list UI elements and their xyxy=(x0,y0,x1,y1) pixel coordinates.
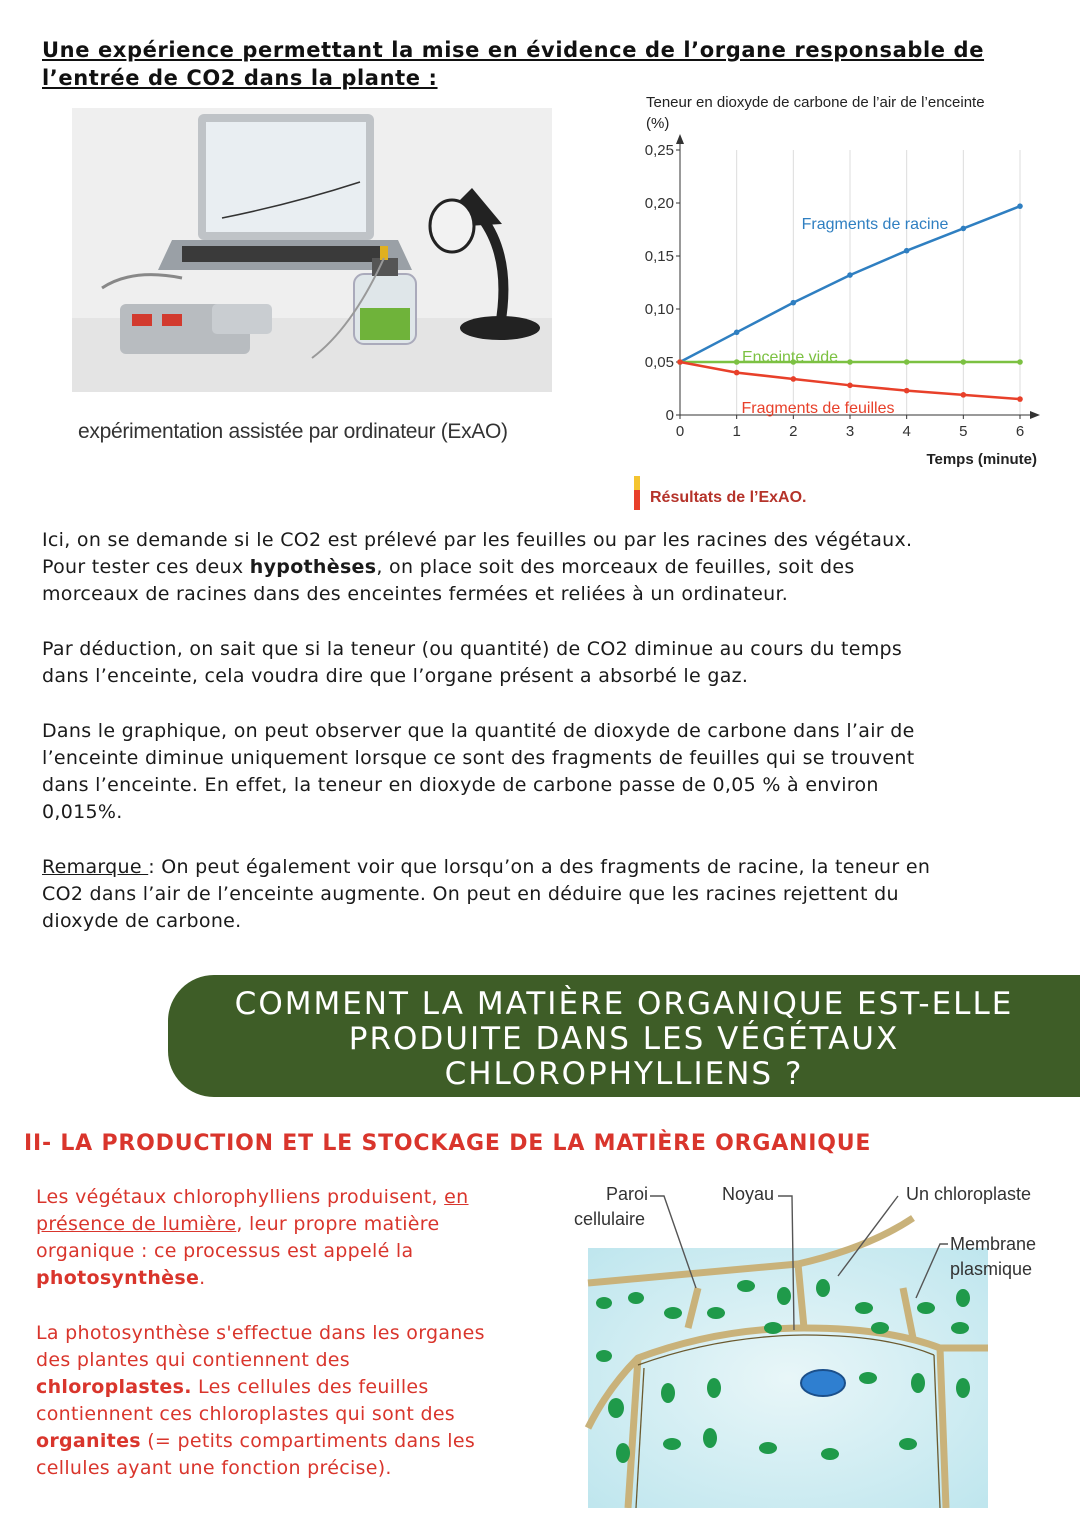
p2-line-1: Par déduction, on sait que si la teneur (ou quantité) de CO2 diminue au cours du temps xyxy=(42,638,903,660)
data-point xyxy=(904,359,910,365)
data-point xyxy=(734,370,740,376)
p1-bold-hypotheses: hypothèses xyxy=(249,556,377,578)
p1-line-3: morceaux de racines dans des enceintes fermées et reliées à un ordinateur. xyxy=(42,583,789,605)
x-tick-label: 6 xyxy=(1015,423,1025,440)
paragraph-chloroplastes xyxy=(36,1320,556,1482)
p1-line-1: Ici, on se demande si le CO2 est prélevé par les feuilles ou par les racines des végétaux. xyxy=(42,529,913,551)
r2-line-6: cellules ayant une fonction précise). xyxy=(36,1457,392,1479)
r1-bold-photosynthese: photosynthèse xyxy=(36,1267,200,1289)
y-tick-label: 0 xyxy=(665,407,674,424)
r1-line-2 xyxy=(36,1211,556,1238)
r2-line-4: contiennent ces chloroplastes qui sont des xyxy=(36,1403,456,1425)
data-point xyxy=(677,359,683,365)
label-membrane-1: Membrane xyxy=(950,1234,1037,1254)
label-membrane-2: plasmique xyxy=(950,1259,1033,1279)
data-point xyxy=(961,392,967,398)
x-tick-label: 0 xyxy=(675,423,685,440)
chart-xlabel: Temps (minute) xyxy=(926,451,1037,468)
y-tick-label: 0,20 xyxy=(644,195,674,212)
banner-line-2: PRODUITE DANS LES VÉGÉTAUX xyxy=(348,1021,900,1057)
series-label-1: Enceinte vide xyxy=(741,349,839,366)
data-point xyxy=(904,388,910,394)
exao-illustration xyxy=(72,108,552,392)
data-point xyxy=(791,300,797,306)
plant-cell-diagram xyxy=(568,1178,1058,1508)
data-point xyxy=(1017,396,1023,402)
y-tick-label: 0,05 xyxy=(644,354,674,371)
paragraph-deduction xyxy=(42,636,1042,690)
data-point xyxy=(734,330,740,336)
x-tick-label: 4 xyxy=(902,423,911,440)
r2-bold-chloroplastes: chloroplastes. xyxy=(36,1376,192,1398)
data-point xyxy=(1017,359,1023,365)
label-noyau: Noyau xyxy=(722,1184,775,1204)
r1-line-1 xyxy=(36,1184,556,1211)
label-paroi-1: Paroi xyxy=(606,1184,649,1204)
p3-line-3: dans l’enceinte. En effet, la teneur en dioxyde de carbone passe de 0,05 % à environ xyxy=(42,774,879,796)
banner-line-3: CHLOROPHYLLIENS ? xyxy=(444,1056,804,1092)
nucleus-icon xyxy=(801,1370,845,1396)
title-line-2: l’entrée de CO2 dans la plante : xyxy=(42,66,438,90)
plant-cell-svg xyxy=(568,1178,1058,1508)
r1-period: . xyxy=(199,1267,206,1289)
p2-line-2: dans l’enceinte, cela voudra dire que l’organe présent a absorbé le gaz. xyxy=(42,665,749,687)
p4-line-2: CO2 dans l’air de l’enceinte augmente. On peut en déduire que les racines rejettent du xyxy=(42,883,899,905)
x-tick-label: 3 xyxy=(845,423,855,440)
series-label-2: Fragments de feuilles xyxy=(741,400,895,417)
r2-line-2: des plantes qui contiennent des xyxy=(36,1349,350,1371)
r1-underline-2: présence de lumière xyxy=(36,1213,237,1235)
co2-chart xyxy=(630,90,1050,515)
remarque-label: Remarque xyxy=(42,856,149,878)
y-tick-label: 0,15 xyxy=(644,248,674,265)
data-point xyxy=(847,383,853,389)
chart-source-label: Résultats de l’ExAO. xyxy=(650,489,807,506)
p1-text: Pour tester ces deux xyxy=(42,556,250,578)
data-point xyxy=(1017,203,1023,209)
x-tick-label: 5 xyxy=(959,423,968,440)
p1-line-2 xyxy=(42,554,1042,581)
x-tick-label: 2 xyxy=(789,423,798,440)
p4-line-3: dioxyde de carbone. xyxy=(42,910,242,932)
paragraph-photosynthese xyxy=(36,1184,556,1292)
title-line-1: Une expérience permettant la mise en évidence de l’organe responsable de xyxy=(42,38,985,62)
r1-underline-1: en xyxy=(444,1186,469,1208)
photo-caption: expérimentation assistée par ordinateur (ExAO) xyxy=(78,420,508,443)
r1-text-2: , leur propre matière xyxy=(236,1213,440,1235)
paragraph-remarque xyxy=(42,854,1042,935)
r2-text: Les cellules des feuilles xyxy=(191,1376,429,1398)
r2-bold-organites: organites xyxy=(36,1430,141,1452)
r2-text-2: (= petits compartiments dans les xyxy=(140,1430,476,1452)
banner-text xyxy=(168,987,1080,1092)
banner-line-1: COMMENT LA MATIÈRE ORGANIQUE EST-ELLE xyxy=(234,986,1014,1022)
chart-ylabel: (%) xyxy=(646,115,670,132)
y-axis-arrow xyxy=(676,134,684,144)
x-tick-label: 1 xyxy=(732,423,741,440)
data-point xyxy=(847,272,853,278)
p3-line-1: Dans le graphique, on peut observer que la quantité de dioxyde de carbone dans l’air de xyxy=(42,720,915,742)
page-title xyxy=(42,36,1042,92)
section-title: II- LA PRODUCTION ET LE STOCKAGE DE LA MATIÈRE ORGANIQUE xyxy=(24,1131,872,1156)
paragraph-observation xyxy=(42,718,1042,826)
r2-line-3 xyxy=(36,1374,556,1401)
label-paroi-2: cellulaire xyxy=(574,1209,646,1229)
y-tick-label: 0,25 xyxy=(644,142,674,159)
r1-text: Les végétaux chlorophylliens produisent, xyxy=(36,1186,445,1208)
p1-text-2: , on place soit des morceaux de feuilles, soit des xyxy=(376,556,855,578)
y-tick-label: 0,10 xyxy=(644,301,674,318)
p4-line-1 xyxy=(42,854,1042,881)
p3-line-4: 0,015%. xyxy=(42,801,123,823)
exao-photo xyxy=(72,108,552,392)
co2-chart-svg xyxy=(630,90,1050,515)
label-chloroplaste: Un chloroplaste xyxy=(906,1184,1032,1204)
paragraph-hypotheses xyxy=(42,527,1042,608)
chart-title: Teneur en dioxyde de carbone de l’air de l’enceinte xyxy=(646,94,985,111)
data-point xyxy=(847,359,853,365)
p4-text: : On peut également voir que lorsqu’on a des fragments de racine, la teneur en xyxy=(148,856,931,878)
question-banner xyxy=(168,975,1080,1097)
data-point xyxy=(961,359,967,365)
data-point xyxy=(734,359,740,365)
data-point xyxy=(904,248,910,254)
r1-line-3: organique : ce processus est appelé la xyxy=(36,1240,414,1262)
x-axis-arrow xyxy=(1030,411,1040,419)
r2-line-1: La photosynthèse s'effectue dans les organes xyxy=(36,1322,485,1344)
data-point xyxy=(961,226,967,232)
data-point xyxy=(791,376,797,382)
series-label-0: Fragments de racine xyxy=(801,216,949,233)
r1-line-4 xyxy=(36,1265,556,1292)
r2-line-5 xyxy=(36,1428,556,1455)
p3-line-2: l’enceinte diminue uniquement lorsque ce sont des fragments de feuilles qui se trouvent xyxy=(42,747,915,769)
